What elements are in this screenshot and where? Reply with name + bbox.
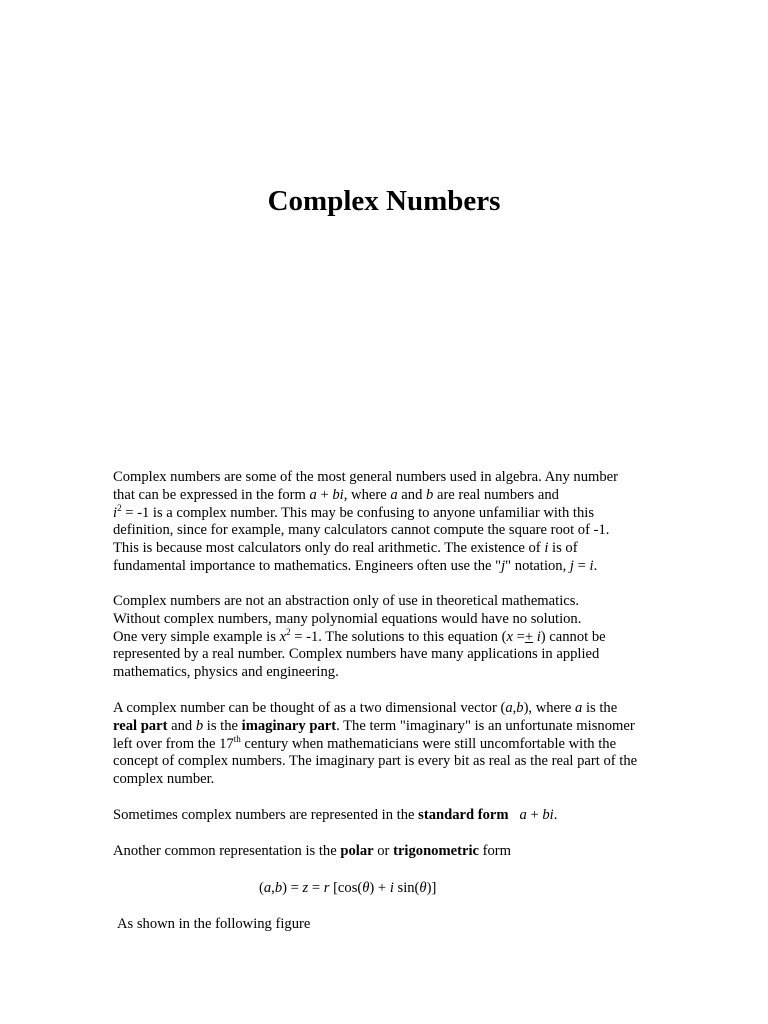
math-var-theta: θ bbox=[362, 880, 370, 896]
math-var-a: a bbox=[390, 486, 398, 503]
math-var-a: a bbox=[263, 880, 272, 896]
math-var-x: x bbox=[279, 628, 287, 645]
text-run: Sometimes complex numbers are represented in the bbox=[113, 807, 419, 823]
math-var-a: a bbox=[519, 807, 527, 823]
text-run: This is because most calculators only do real arithmetic. The existence of bbox=[113, 540, 545, 557]
text-run: + bbox=[526, 807, 543, 823]
text-run: left over from the 17 bbox=[113, 735, 234, 752]
text-run: century when mathematicians were still uncomfortable with the bbox=[240, 735, 617, 752]
paragraph-vector bbox=[113, 700, 673, 789]
text-run: One very simple example is bbox=[113, 628, 280, 645]
text-run: ( bbox=[259, 880, 264, 896]
text-line bbox=[113, 733, 673, 754]
text-run: ), where bbox=[523, 700, 576, 716]
text-line bbox=[113, 487, 673, 505]
text-line: definition, since for example, many calculators cannot compute the square root of -1. bbox=[113, 522, 610, 539]
text-run: fundamental importance to mathematics. Engineers often use the " bbox=[113, 557, 502, 574]
text-run: , where bbox=[343, 486, 391, 503]
math-var-a: a bbox=[505, 700, 513, 716]
text-run: = bbox=[308, 880, 324, 896]
math-var-b: b bbox=[426, 486, 434, 503]
text-run: , bbox=[271, 880, 275, 896]
text-line: complex number. bbox=[113, 771, 215, 788]
math-var-a: a bbox=[575, 700, 583, 716]
text-run: A complex number can be thought of as a two dimensional vector ( bbox=[113, 700, 506, 716]
math-var-b: b bbox=[274, 880, 283, 896]
math-var-i: i bbox=[536, 628, 541, 645]
math-var-b: b bbox=[516, 700, 524, 716]
paragraph-figure-intro bbox=[117, 916, 677, 934]
plus-minus-sign: + bbox=[524, 628, 534, 645]
text-line: Without complex numbers, many polynomial equations would have no solution. bbox=[113, 610, 582, 627]
superscript: 2 bbox=[286, 626, 291, 637]
math-var-i: i bbox=[113, 504, 118, 521]
paragraph-standard-form bbox=[113, 807, 673, 825]
math-var-i: i bbox=[389, 880, 394, 896]
superscript: th bbox=[233, 733, 241, 744]
math-var-bi: bi bbox=[332, 486, 344, 503]
text-line: concept of complex numbers. The imaginary part is every bit as real as the real part of the bbox=[113, 753, 638, 770]
math-var-a: a bbox=[309, 486, 317, 503]
text-run: is of bbox=[548, 540, 578, 557]
text-run: " notation, bbox=[505, 557, 570, 574]
text-line bbox=[113, 626, 673, 647]
math-var-i: i bbox=[589, 557, 594, 574]
math-var-x: x bbox=[506, 628, 513, 645]
text-run: )] bbox=[426, 880, 437, 896]
text-run: are real numbers and bbox=[433, 486, 559, 503]
text-line bbox=[113, 843, 673, 861]
text-line bbox=[113, 700, 673, 718]
term-polar: polar bbox=[340, 843, 374, 859]
text-line bbox=[113, 502, 673, 523]
text-line bbox=[113, 540, 673, 558]
text-run: or bbox=[373, 843, 394, 859]
text-run: form bbox=[478, 843, 512, 859]
math-var-j: j bbox=[569, 557, 574, 574]
document-title: Complex Numbers bbox=[267, 185, 501, 217]
text-line bbox=[113, 718, 673, 736]
text-line: As shown in the following figure bbox=[117, 916, 311, 932]
polar-equation bbox=[259, 879, 436, 897]
math-var-bi: bi bbox=[542, 807, 554, 823]
text-line: Complex numbers are some of the most general numbers used in algebra. Any number bbox=[113, 469, 618, 485]
text-run: , bbox=[512, 700, 517, 716]
text-run: = -1. The solutions to this equation ( bbox=[290, 628, 507, 645]
text-run: = bbox=[573, 557, 590, 574]
math-var-theta: θ bbox=[419, 880, 427, 896]
text-run: . bbox=[593, 557, 598, 574]
text-run: + bbox=[316, 486, 333, 503]
text-line: mathematics, physics and engineering. bbox=[113, 664, 339, 681]
text-run: ) cannot be bbox=[540, 628, 606, 645]
paragraph-intro bbox=[113, 469, 673, 576]
text-run: . bbox=[553, 807, 558, 823]
math-var-z: z bbox=[302, 880, 309, 896]
text-run: that can be expressed in the form bbox=[113, 486, 310, 503]
text-run: Another common representation is the bbox=[113, 843, 341, 859]
math-var-i: i bbox=[544, 540, 549, 557]
paragraph-polar-form bbox=[113, 843, 673, 861]
text-line: represented by a real number. Complex numbers have many applications in applied bbox=[113, 646, 600, 663]
term-standard-form: standard form bbox=[418, 807, 509, 823]
term-imaginary-part: imaginary part bbox=[241, 717, 337, 734]
math-var-j: j bbox=[501, 557, 506, 574]
text-run: = bbox=[512, 628, 525, 645]
text-run: and bbox=[397, 486, 427, 503]
math-var-b: b bbox=[195, 717, 204, 734]
text-line bbox=[113, 807, 673, 825]
superscript: 2 bbox=[117, 502, 122, 513]
text-run: ) = bbox=[282, 880, 303, 896]
paragraph-applications bbox=[113, 593, 673, 682]
text-run: sin( bbox=[393, 880, 420, 896]
text-run bbox=[509, 807, 520, 823]
text-run: is the bbox=[203, 717, 242, 734]
text-line bbox=[113, 558, 673, 576]
text-run: ) + bbox=[369, 880, 390, 896]
text-run: is the bbox=[582, 700, 618, 716]
math-var-r: r bbox=[323, 880, 330, 896]
text-run: . The term "imaginary" is an unfortunate misnomer bbox=[336, 717, 635, 734]
text-line: Complex numbers are not an abstraction only of use in theoretical mathematics. bbox=[113, 593, 580, 609]
text-run: and bbox=[167, 717, 196, 734]
term-real-part: real part bbox=[113, 717, 168, 734]
text-run: [cos( bbox=[329, 880, 363, 896]
term-trigonometric: trigonometric bbox=[393, 843, 479, 859]
text-run: = -1 is a complex number. This may be confusing to anyone unfamiliar with this bbox=[121, 504, 595, 521]
